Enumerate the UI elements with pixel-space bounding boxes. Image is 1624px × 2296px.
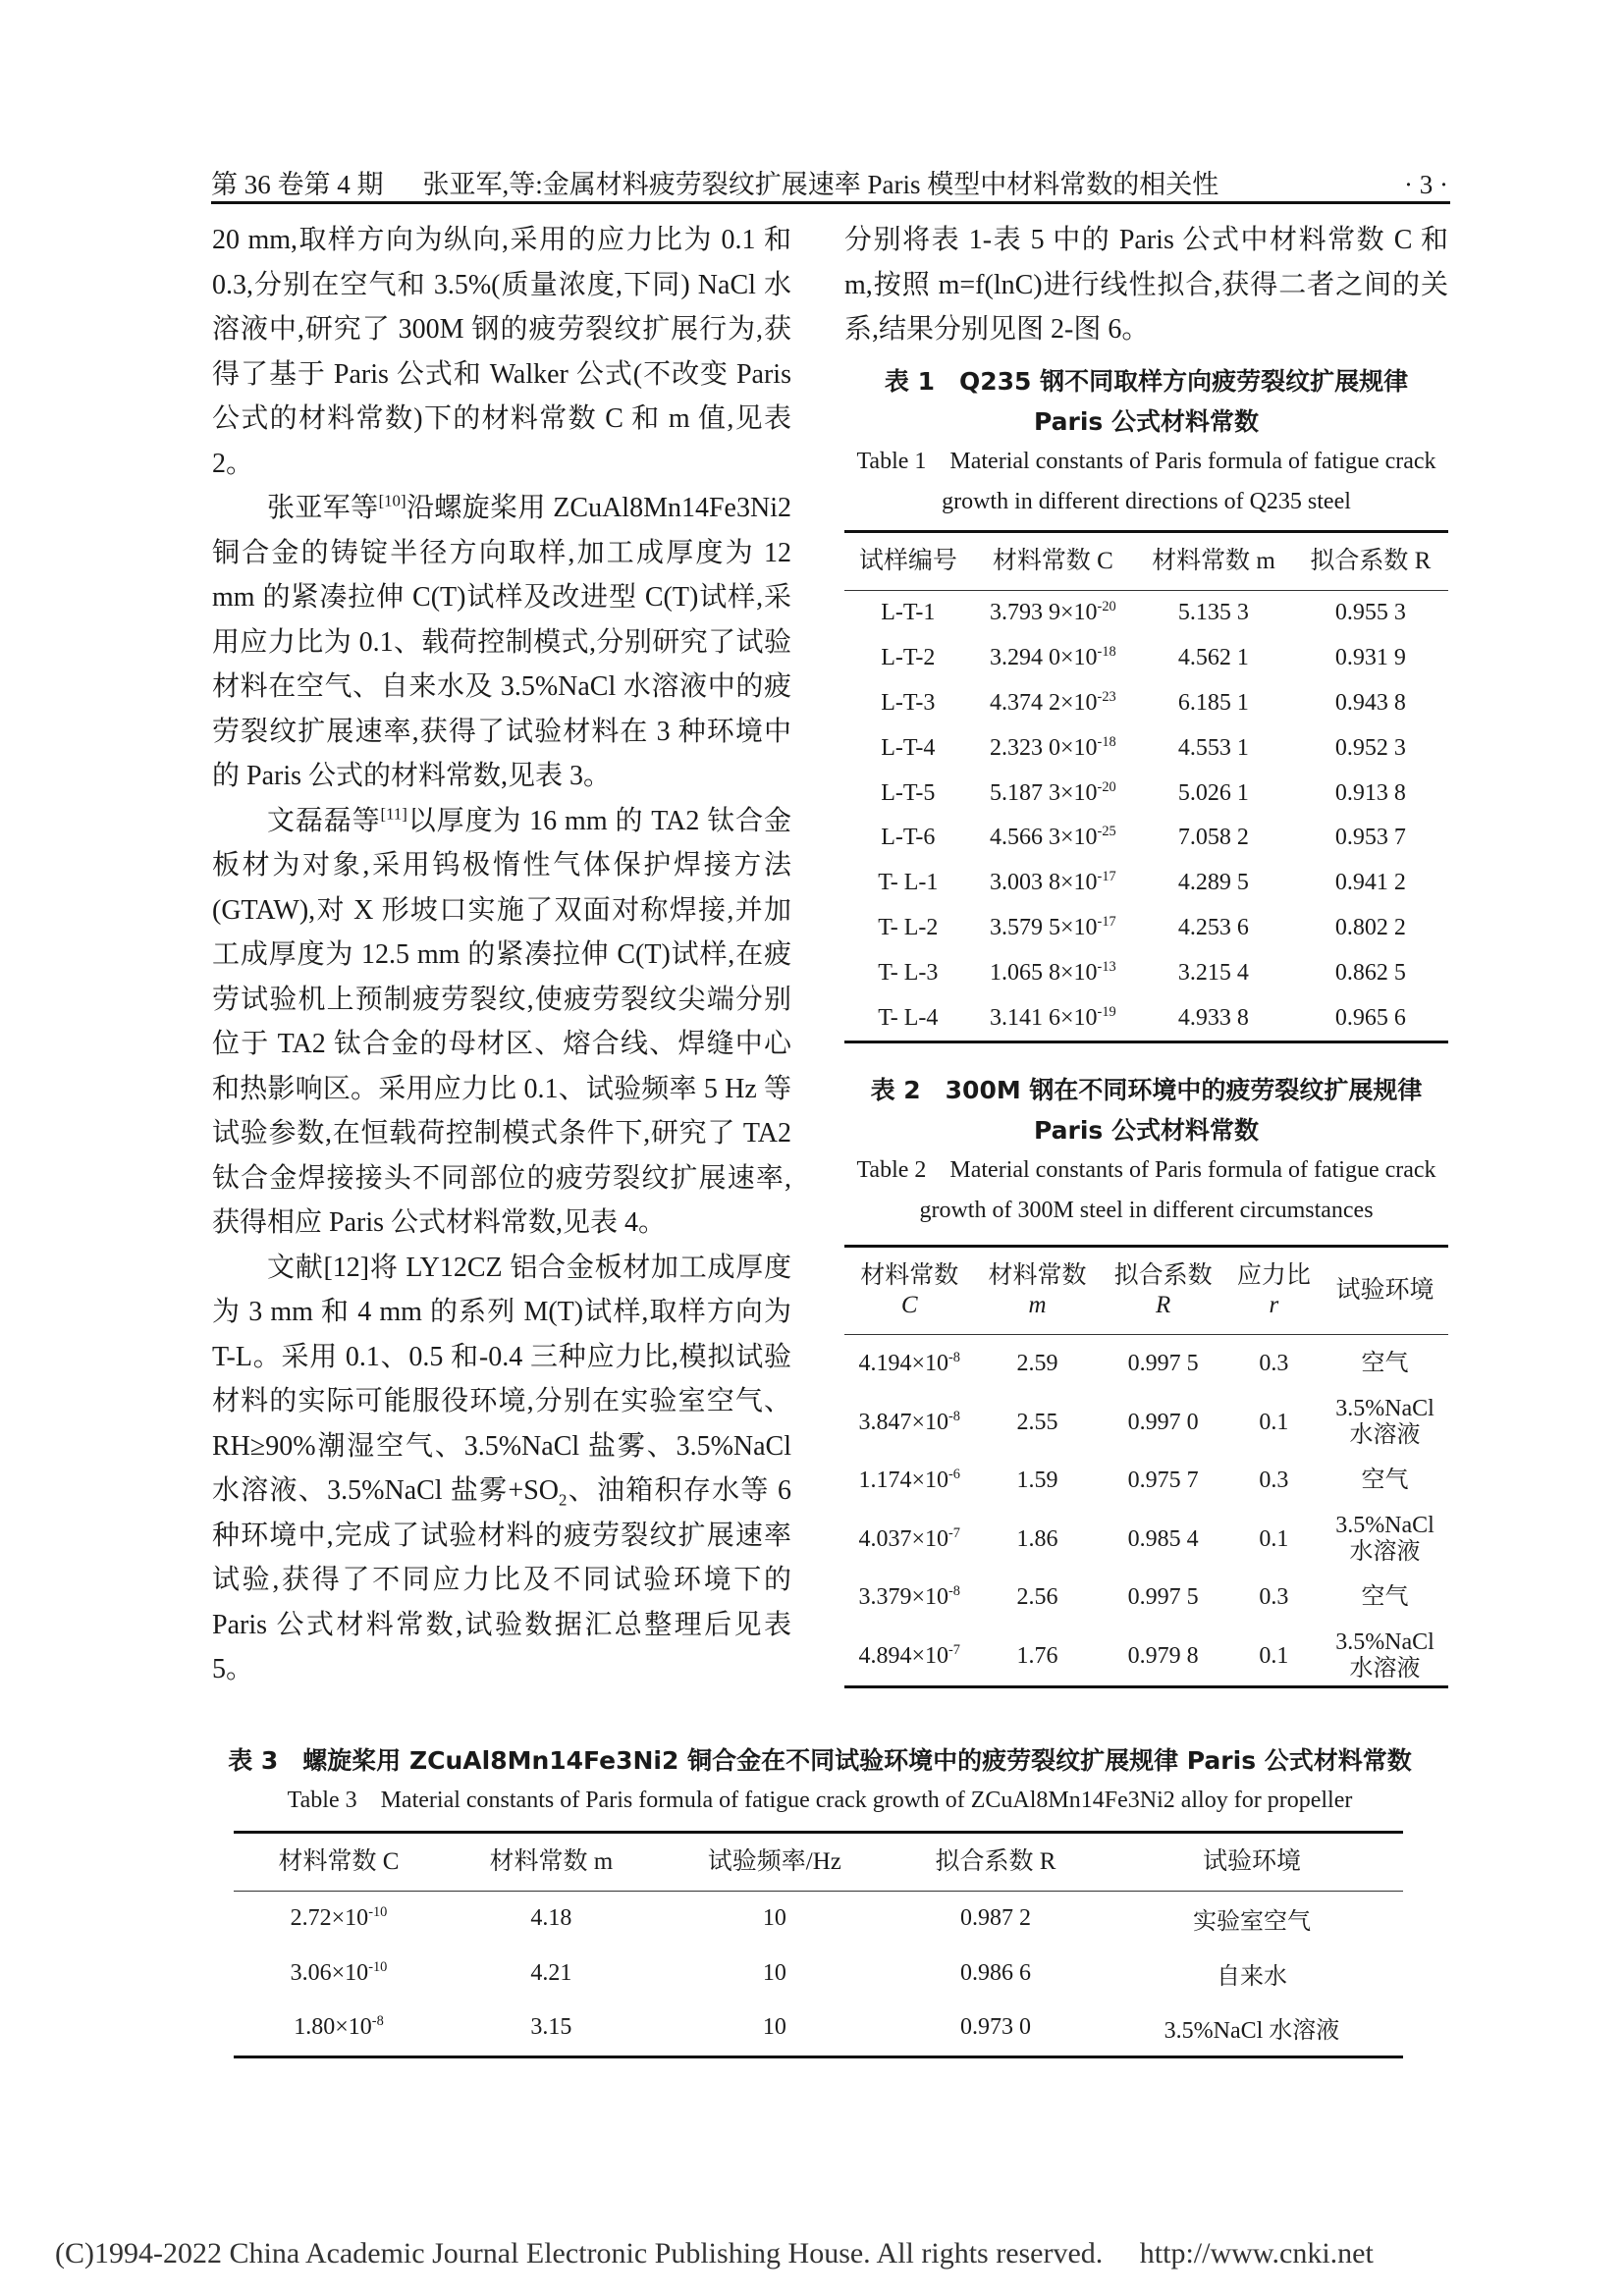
cell-specimen-id: L-T-2 xyxy=(881,645,936,671)
cell-environment xyxy=(1322,1628,1448,1687)
c-exponent: -17 xyxy=(1097,913,1116,930)
c-mantissa: 3.847×10 xyxy=(858,1409,948,1435)
cell-frequency: 10 xyxy=(762,2014,786,2041)
c-mantissa: 3.141 6×10 xyxy=(989,1004,1098,1031)
cell-environment xyxy=(1322,1511,1448,1570)
c-exponent: -7 xyxy=(948,1641,960,1658)
caption-en: Table 2 Material constants of Paris formula of fatigue crack xyxy=(856,1157,1436,1183)
header-rule xyxy=(211,201,1450,204)
env-line: 3.5%NaCl xyxy=(1335,1629,1435,1656)
cell-specimen-id: T- L-2 xyxy=(878,914,939,940)
cell-constant-c xyxy=(234,2001,444,2056)
c-exponent: -6 xyxy=(948,1467,960,1483)
cell-m: 2.59 xyxy=(1016,1351,1058,1377)
running-header xyxy=(211,163,1448,202)
caption-en: growth in different directions of Q235 steel xyxy=(942,489,1351,514)
cell-r: 0.997 5 xyxy=(1127,1584,1199,1611)
caption-en: Table 3 Material constants of Paris formula of fatigue crack growth of ZCuAl8Mn14Fe3Ni2 alloy for propeller xyxy=(287,1788,1353,1813)
cell-specimen-id: T- L-3 xyxy=(878,959,939,986)
cell-stress-ratio: 0.1 xyxy=(1259,1525,1289,1552)
header-symbol: r xyxy=(1269,1292,1279,1318)
text: 、油箱积存水等 6 种环境中,完成了试验材料的疲劳裂纹扩展速率试验,获得了不同应力比及不同试验环境下的 Paris 公式材料常数,试验数据汇总整理后见表 5。 xyxy=(212,1475,791,1684)
c-exponent: -18 xyxy=(1097,733,1116,750)
header-symbol: R xyxy=(1156,1292,1171,1318)
header-line: 材料常数 xyxy=(860,1262,959,1289)
cell-m: 5.135 3 xyxy=(1177,600,1249,626)
c-mantissa: 2.72×10 xyxy=(290,1905,369,1932)
citation: [11] xyxy=(380,804,407,824)
cell-specimen-id: L-T-6 xyxy=(881,825,936,851)
column-header: 拟合系数 R xyxy=(891,1833,1101,1892)
cell-m: 3.15 xyxy=(530,2014,572,2041)
cell-constant-c xyxy=(972,681,1134,726)
cell-constant-c xyxy=(972,771,1134,816)
cell-constant-c xyxy=(844,1394,974,1453)
text: 张亚军等 xyxy=(267,493,379,523)
c-exponent: -23 xyxy=(1097,688,1116,705)
cell-constant-c xyxy=(844,1569,974,1628)
cell-constant-c xyxy=(972,816,1134,861)
c-exponent: -8 xyxy=(948,1408,960,1424)
table-row xyxy=(234,1947,1403,2002)
cell-r: 0.913 8 xyxy=(1334,779,1406,806)
cell-constant-c xyxy=(234,1947,444,2002)
cell-specimen-id: L-T-3 xyxy=(881,689,936,716)
right-column xyxy=(844,218,1448,352)
c-mantissa: 2.323 0×10 xyxy=(989,734,1098,761)
column-header: 试验频率/Hz xyxy=(659,1833,891,1892)
table2-caption xyxy=(844,1070,1448,1231)
table-row xyxy=(844,1511,1448,1570)
column-header xyxy=(844,1247,974,1335)
caption-cn: Paris 公式材料常数 xyxy=(1033,407,1259,436)
c-exponent: -8 xyxy=(371,2013,384,2030)
cell-constant-c xyxy=(972,950,1134,995)
env-line: 空气 xyxy=(1361,1584,1409,1611)
header-line: 拟合系数 xyxy=(1113,1262,1213,1289)
caption-cn: 表 3 螺旋桨用 ZCuAl8Mn14Fe3Ni2 铜合金在不同试验环境中的疲劳裂纹扩展规律 Paris 公式材料常数 xyxy=(228,1746,1412,1775)
cell-stress-ratio: 0.3 xyxy=(1259,1351,1289,1377)
env-line: 3.5%NaCl xyxy=(1335,1513,1435,1539)
cell-r: 0.952 3 xyxy=(1334,734,1406,761)
journal-volume: 第 36 卷第 4 期 xyxy=(211,170,384,199)
cell-m: 6.185 1 xyxy=(1177,689,1249,716)
cell-r: 0.973 0 xyxy=(959,2014,1031,2041)
cell-m: 4.553 1 xyxy=(1177,734,1249,761)
subscript: 2 xyxy=(559,1490,568,1510)
cell-stress-ratio: 0.1 xyxy=(1259,1409,1289,1435)
c-exponent: -8 xyxy=(948,1583,960,1600)
cell-specimen-id: L-T-4 xyxy=(881,734,936,761)
table-row xyxy=(844,861,1448,906)
c-exponent: -20 xyxy=(1097,778,1116,795)
table2 xyxy=(844,1245,1448,1688)
caption-en: growth of 300M steel in different circumstances xyxy=(919,1198,1374,1223)
cell-constant-c xyxy=(972,861,1134,906)
cell-frequency: 10 xyxy=(762,1959,786,1986)
cell-specimen-id: L-T-1 xyxy=(881,600,936,626)
table-row xyxy=(844,995,1448,1041)
cell-r: 0.931 9 xyxy=(1334,645,1406,671)
paragraph: 20 mm,取样方向为纵向,采用的应力比为 0.1 和 0.3,分别在空气和 3.5%(质量浓度,下同) NaCl 水溶液中,研究了 300M 钢的疲劳裂纹扩展行为,获得了基于 Paris 公式和 Walker 公式(不改变 Paris 公式的材料常数)下的材料常数 C 和 m 值,见表 2。 xyxy=(212,225,791,479)
cell-environment xyxy=(1322,1335,1448,1394)
table-row xyxy=(844,1335,1448,1394)
text: 文献[12]将 LY12CZ 铝合金板材加工成厚度为 3 mm 和 4 mm 的系列 M(T)试样,取样方向为 T-L。采用 0.1、0.5 和-0.4 三种应力比,模拟试验材料的实际可能服役环境,分别在实验室空气、RH≥90%潮湿空气、3.5%NaCl 盐雾、3.5%NaCl 水溶液、3.5%NaCl 盐雾+SO xyxy=(212,1252,791,1506)
cell-m: 2.55 xyxy=(1016,1409,1058,1435)
cell-stress-ratio: 0.1 xyxy=(1259,1642,1289,1669)
c-mantissa: 3.793 9×10 xyxy=(989,600,1098,626)
column-header xyxy=(1322,1247,1448,1335)
cell-constant-c xyxy=(844,1628,974,1687)
cell-r: 0.987 2 xyxy=(959,1905,1031,1932)
table-row xyxy=(844,950,1448,995)
table3-section xyxy=(196,1740,1443,2058)
caption-en: Table 1 Material constants of Paris formula of fatigue crack xyxy=(856,449,1436,474)
c-mantissa: 4.566 3×10 xyxy=(989,825,1098,851)
c-mantissa: 4.037×10 xyxy=(858,1525,948,1552)
c-exponent: -13 xyxy=(1097,958,1116,975)
cell-frequency: 10 xyxy=(762,1905,786,1932)
cell-m: 1.86 xyxy=(1016,1525,1058,1552)
cell-m: 2.56 xyxy=(1016,1584,1058,1611)
column-header xyxy=(1101,1247,1226,1335)
cell-r: 0.975 7 xyxy=(1127,1468,1199,1494)
cell-environment: 3.5%NaCl 水溶液 xyxy=(1164,2018,1340,2045)
table-row xyxy=(844,1569,1448,1628)
table-row xyxy=(844,681,1448,726)
paragraph xyxy=(212,486,791,799)
caption-cn: 表 2 300M 钢在不同环境中的疲劳裂纹扩展规律 xyxy=(870,1076,1423,1104)
cell-m: 1.76 xyxy=(1016,1642,1058,1669)
c-exponent: -8 xyxy=(948,1350,960,1366)
cell-environment xyxy=(1322,1394,1448,1453)
cell-r: 0.941 2 xyxy=(1334,870,1406,896)
cell-r: 0.862 5 xyxy=(1334,959,1406,986)
cell-m: 4.562 1 xyxy=(1177,645,1249,671)
text: 文磊磊等 xyxy=(267,805,381,836)
cell-environment: 自来水 xyxy=(1216,1963,1287,1990)
c-mantissa: 5.187 3×10 xyxy=(989,779,1098,806)
cell-specimen-id: T- L-4 xyxy=(878,1004,939,1031)
env-line: 空气 xyxy=(1361,1468,1409,1494)
cell-r: 0.953 7 xyxy=(1334,825,1406,851)
cell-r: 0.985 4 xyxy=(1127,1525,1199,1552)
cell-environment: 实验室空气 xyxy=(1192,1909,1311,1936)
c-exponent: -10 xyxy=(368,1904,388,1921)
table3 xyxy=(234,1831,1403,2058)
table-row xyxy=(234,1892,1403,1947)
cell-constant-c xyxy=(844,1511,974,1570)
cell-m: 3.215 4 xyxy=(1177,959,1249,986)
cell-r: 0.979 8 xyxy=(1127,1642,1199,1669)
page-number: · 3 · xyxy=(1404,170,1448,199)
header-line: 材料常数 xyxy=(988,1262,1087,1289)
cell-constant-c xyxy=(844,1335,974,1394)
cell-constant-c xyxy=(234,1892,444,1947)
cell-constant-c xyxy=(972,725,1134,771)
cell-constant-c xyxy=(972,636,1134,681)
c-mantissa: 3.294 0×10 xyxy=(989,645,1098,671)
text: 沿螺旋桨用 ZCuAl8Mn14Fe3Ni2 铜合金的铸锭半径方向取样,加工成厚度为 12 mm 的紧凑拉伸 C(T)试样及改进型 C(T)试样,采用应力比为 0.1、载荷控制模式,分别研究了试验材料在空气、自来水及 3.5%NaCl 水溶液中的疲劳裂纹扩展速率,获得了试验材料在 3 种环境中的 Paris 公式的材料常数,见表 3。 xyxy=(212,493,791,791)
column-header: 拟合系数 R xyxy=(1293,532,1448,591)
c-exponent: -10 xyxy=(368,1958,388,1975)
column-header: 材料常数 C xyxy=(234,1833,444,1892)
table-row xyxy=(844,816,1448,861)
header-line: 应力比 xyxy=(1236,1262,1311,1289)
header-line: 试验环境 xyxy=(1335,1277,1435,1304)
cell-r: 0.965 6 xyxy=(1334,1004,1406,1031)
table-row xyxy=(234,2001,1403,2056)
cell-m: 7.058 2 xyxy=(1177,825,1249,851)
table1-caption xyxy=(844,361,1448,522)
cell-r: 0.943 8 xyxy=(1334,689,1406,716)
cell-r: 0.997 5 xyxy=(1127,1351,1199,1377)
left-column xyxy=(212,218,791,1692)
c-mantissa: 1.174×10 xyxy=(858,1468,948,1494)
running-title: 张亚军,等:金属材料疲劳裂纹扩展速率 Paris 模型中材料常数的相关性 xyxy=(422,170,1219,199)
paragraph: 分别将表 1-表 5 中的 Paris 公式中材料常数 C 和 m,按照 m=f(lnC)进行线性拟合,获得二者之间的关系,结果分别见图 2-图 6。 xyxy=(844,225,1448,345)
cell-m: 4.21 xyxy=(530,1959,572,1986)
cell-constant-c xyxy=(972,906,1134,951)
column-header: 材料常数 m xyxy=(1134,532,1293,591)
c-mantissa: 3.06×10 xyxy=(290,1959,369,1986)
cell-constant-c xyxy=(972,995,1134,1041)
cell-m: 4.289 5 xyxy=(1177,870,1249,896)
caption-cn: Paris 公式材料常数 xyxy=(1033,1116,1259,1145)
cell-constant-c xyxy=(844,1452,974,1511)
c-exponent: -7 xyxy=(948,1524,960,1541)
paragraph xyxy=(212,1246,791,1692)
cell-r: 0.802 2 xyxy=(1334,914,1406,940)
cell-m: 4.933 8 xyxy=(1177,1004,1249,1031)
c-mantissa: 3.379×10 xyxy=(858,1584,948,1611)
table-row xyxy=(844,725,1448,771)
c-mantissa: 1.065 8×10 xyxy=(989,959,1098,986)
caption-cn: 表 1 Q235 钢不同取样方向疲劳裂纹扩展规律 xyxy=(884,367,1409,396)
env-line: 空气 xyxy=(1361,1351,1409,1377)
column-header: 试验环境 xyxy=(1101,1833,1403,1892)
column-header: 材料常数 m xyxy=(444,1833,659,1892)
c-exponent: -19 xyxy=(1097,1003,1116,1020)
column-header: 试样编号 xyxy=(844,532,972,591)
cell-m: 1.59 xyxy=(1016,1468,1058,1494)
cell-r: 0.986 6 xyxy=(959,1959,1031,1986)
column-header: 材料常数 C xyxy=(972,532,1134,591)
table-row xyxy=(844,591,1448,636)
cell-constant-c xyxy=(972,591,1134,636)
cell-specimen-id: T- L-1 xyxy=(878,870,939,896)
cell-m: 4.18 xyxy=(530,1905,572,1932)
copyright-footer: (C)1994-2022 China Academic Journal Electronic Publishing House. All rights reserved. http://www.cnki.net xyxy=(55,2237,1374,2269)
table-row xyxy=(844,771,1448,816)
c-exponent: -20 xyxy=(1097,599,1116,615)
column-header xyxy=(1226,1247,1322,1335)
cell-r: 0.955 3 xyxy=(1334,600,1406,626)
env-line: 水溶液 xyxy=(1349,1656,1421,1682)
cell-stress-ratio: 0.3 xyxy=(1259,1584,1289,1611)
paragraph xyxy=(212,799,791,1246)
c-exponent: -25 xyxy=(1097,824,1116,840)
cell-environment xyxy=(1322,1569,1448,1628)
c-mantissa: 4.374 2×10 xyxy=(989,689,1098,716)
table-row xyxy=(844,1452,1448,1511)
cell-stress-ratio: 0.3 xyxy=(1259,1468,1289,1494)
c-exponent: -18 xyxy=(1097,644,1116,661)
header-symbol: C xyxy=(900,1292,918,1318)
header-symbol: m xyxy=(1028,1292,1047,1318)
column-header xyxy=(974,1247,1100,1335)
text: 以厚度为 16 mm 的 TA2 钛合金板材为对象,采用钨极惰性气体保护焊接方法(GTAW),对 X 形坡口实施了双面对称焊接,并加工成厚度为 12.5 mm 的紧凑拉伸 C(T)试样,在疲劳试验机上预制疲劳裂纹,使疲劳裂纹尖端分别位于 TA2 钛合金的母材区、熔合线、焊缝中心和热影响区。采用应力比 0.1、试验频率 5 Hz 等试验参数,在恒载荷控制模式条件下,研究了 TA2 钛合金焊接接头不同部位的疲劳裂纹扩展速率,获得相应 Paris 公式材料常数,见表 4。 xyxy=(212,805,791,1238)
cell-m: 5.026 1 xyxy=(1177,779,1249,806)
c-mantissa: 4.894×10 xyxy=(858,1642,948,1669)
citation: [10] xyxy=(378,491,406,510)
c-exponent: -17 xyxy=(1097,869,1116,885)
cell-r: 0.997 0 xyxy=(1127,1409,1199,1435)
env-line: 水溶液 xyxy=(1349,1539,1421,1566)
env-line: 水溶液 xyxy=(1349,1422,1421,1449)
c-mantissa: 1.80×10 xyxy=(294,2014,372,2041)
table-row xyxy=(844,1628,1448,1687)
table-row xyxy=(844,636,1448,681)
table1 xyxy=(844,530,1448,1043)
cell-m: 4.253 6 xyxy=(1177,914,1249,940)
c-mantissa: 4.194×10 xyxy=(858,1351,948,1377)
cell-environment xyxy=(1322,1452,1448,1511)
env-line: 3.5%NaCl xyxy=(1335,1396,1435,1422)
table-row xyxy=(844,1394,1448,1453)
c-mantissa: 3.579 5×10 xyxy=(989,914,1098,940)
table-row xyxy=(844,906,1448,951)
c-mantissa: 3.003 8×10 xyxy=(989,870,1098,896)
cell-specimen-id: L-T-5 xyxy=(881,779,936,806)
